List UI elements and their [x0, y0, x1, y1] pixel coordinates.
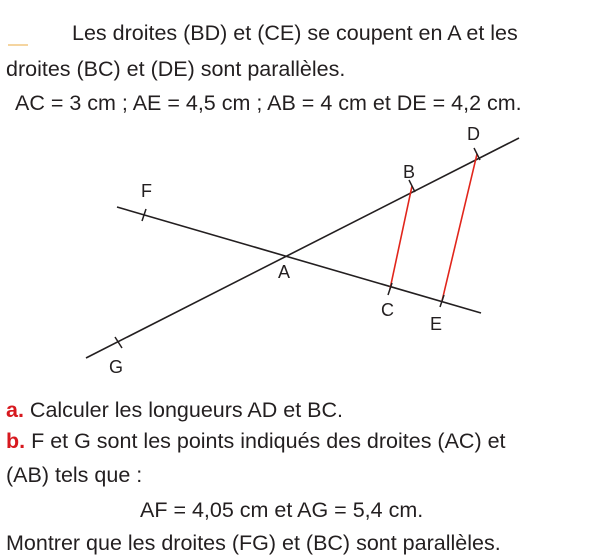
tick-c	[388, 283, 392, 295]
label-g: G	[109, 357, 124, 377]
segment-de	[442, 154, 477, 301]
label-a: A	[278, 262, 291, 282]
intro-line-1: Les droites (BD) et (CE) se coupent en A et les	[72, 21, 518, 45]
label-b: B	[403, 162, 416, 182]
question-b-conclusion: Montrer que les droites (FG) et (BC) sont parallèles.	[6, 531, 501, 555]
question-b-letter: b.	[6, 429, 26, 453]
question-b-text-1: F et G sont les points indiqués des droites (AC) et	[31, 429, 506, 453]
question-a	[6, 397, 343, 423]
label-d: D	[467, 124, 480, 144]
label-e: E	[430, 314, 443, 334]
tick-d	[474, 148, 480, 160]
question-a-letter: a.	[6, 398, 24, 422]
question-b	[6, 428, 506, 454]
question-b-formula: AF = 4,05 cm et AG = 5,4 cm.	[140, 498, 424, 522]
intro-line-2: droites (BC) et (DE) sont parallèles.	[6, 57, 346, 81]
label-f: F	[141, 181, 152, 201]
question-b-line-2: (AB) tels que :	[6, 463, 143, 487]
label-c: C	[381, 300, 394, 320]
question-a-text: Calculer les longueurs AD et BC.	[29, 398, 344, 422]
line-fe	[117, 207, 481, 313]
intro-line-3: AC = 3 cm ; AE = 4,5 cm ; AB = 4 cm et DE = 4,2 cm.	[15, 91, 522, 115]
